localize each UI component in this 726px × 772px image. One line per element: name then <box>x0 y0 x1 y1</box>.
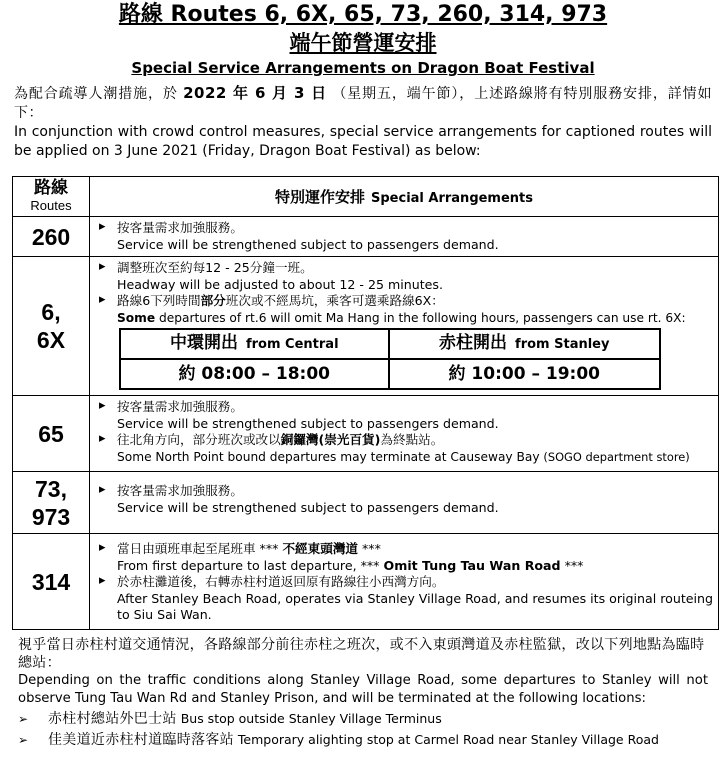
table-header-row <box>13 177 719 217</box>
arr-314-en1 <box>95 558 713 575</box>
header-routes-en: Routes <box>30 198 72 213</box>
arr-6-zh2b: 部分 <box>200 293 226 308</box>
stanley-time: 約 10:00 – 19:00 <box>389 359 660 389</box>
route-973: 973 <box>31 503 71 530</box>
arr-314-zh1a: 當日由頭班車起至尾班車 *** <box>117 541 283 556</box>
table-row <box>13 257 719 396</box>
route-314: 314 <box>13 534 90 630</box>
arr-6-en2a: Some <box>117 310 156 325</box>
page-subtitle-en: Special Service Arrangements on Dragon Boat Festival <box>131 59 595 77</box>
arr-314-zh1c: *** <box>358 541 381 556</box>
intro-en: In conjunction with crowd control measures, special service arrangements for captioned routes will be applied on 3 June 2021 (Friday, Dragon Boat Festival) as below: <box>14 124 712 159</box>
list-item <box>18 710 708 729</box>
intro-zh-date: 2022 年 6 月 3 日 <box>183 84 327 102</box>
footer-zh: 視乎當日赤柱村道交通情況，各路線部分前往赤柱之班次，或不入東頭灣道及赤柱監獄，改以下列地點為臨時總站： <box>18 637 705 671</box>
arrangement-314 <box>90 534 719 630</box>
arr-6-en2b: departures of rt.6 will omit Ma Hang in the following hours, passengers can use rt. 6X: <box>155 310 686 325</box>
arr-314-zh1b: 不經東頭灣道 <box>282 541 358 556</box>
arr-6-en2 <box>95 310 713 327</box>
intro-zh <box>14 84 712 123</box>
route-260: 260 <box>13 217 90 257</box>
arr-314-en2: After Stanley Beach Road, operates via Stanley Village Road, and resumes its original routeing to Siu Sai Wan. <box>117 590 714 622</box>
arr-73-zh: ▸ 按客量需求加強服務。 <box>95 483 713 500</box>
route-65: 65 <box>13 396 90 472</box>
arr-314-en1a: From first departure to last departure, *** <box>117 557 384 573</box>
arr-65-zh2 <box>95 432 713 449</box>
intro-zh-prefix: 為配合疏導人潮措施，於 <box>14 86 178 102</box>
central-zh: 中環開出 <box>169 332 238 353</box>
central-en: from Central <box>245 336 339 352</box>
stanley-en: from Stanley <box>515 336 610 352</box>
central-header <box>120 329 389 359</box>
route-73: 73, <box>35 475 67 502</box>
table-row <box>13 396 719 472</box>
stanley-zh: 赤柱開出 <box>439 332 508 353</box>
loc2-zh: 佳美道近赤柱村道臨時落客站 <box>48 732 234 748</box>
stanley-header <box>389 329 660 359</box>
arrow-icon: ➢ <box>18 712 29 726</box>
route-73-973 <box>13 472 90 534</box>
arr-65-en2 <box>95 449 713 466</box>
arr-65-en2a: Some North Point bound departures may terminate at Causeway Bay <box>117 449 544 464</box>
footer <box>18 636 708 750</box>
arr-260-zh: ▸ 按客量需求加強服務。 <box>95 220 713 237</box>
arrangement-73 <box>90 472 719 534</box>
header-routes <box>13 177 90 217</box>
arr-65-en2b: (SOGO department store) <box>543 449 690 464</box>
list-item <box>18 731 708 750</box>
loc2-en: Temporary alighting stop at Carmel Road near Stanley Village Road <box>237 732 659 747</box>
route-6: 6, <box>41 299 61 325</box>
table-row <box>13 472 719 534</box>
time-table <box>119 328 661 390</box>
arrangement-260 <box>90 217 719 257</box>
arrow-icon: ➢ <box>18 733 29 747</box>
route-6x: 6X <box>36 327 66 353</box>
arr-314-en1b: Omit Tung Tau Wan Road <box>383 557 561 573</box>
arr-6-en1: Headway will be adjusted to about 12 - 25 minutes. <box>117 276 443 292</box>
table-row <box>13 534 719 630</box>
arrangement-6 <box>90 257 719 396</box>
header-arrangements-en: Special Arrangements <box>371 191 534 206</box>
footer-en: Depending on the traffic conditions along Stanley Village Road, some departures to Stanley will not observe Tung Tau Wan Rd and Stanley Prison, and will be terminated at the following locations: <box>18 673 708 706</box>
arr-65-en1: Service will be strengthened subject to passengers demand. <box>117 415 499 431</box>
arr-6-zh1: ▸ 調整班次至約每12 - 25分鐘一班。 <box>95 260 713 277</box>
arr-65-zh1: ▸ 按客量需求加強服務。 <box>95 399 713 416</box>
header-arrangements-zh: 特別運作安排 <box>274 188 365 206</box>
loc1-en: Bus stop outside Stanley Village Terminus <box>180 711 442 726</box>
arr-73-en: Service will be strengthened subject to passengers demand. <box>117 499 499 515</box>
arr-314-en1c: *** <box>560 557 584 573</box>
arr-65-zh2a: 往北角方向，部分班次或改以 <box>117 432 281 447</box>
page-subtitle-zh: 端午節營運安排 <box>289 31 437 55</box>
intro-zh-suffix: （星期五，端午節），上述路線將有特別服務安排，詳情如下： <box>14 86 713 121</box>
arr-6-zh2 <box>95 293 713 310</box>
arr-65-zh2c: 為終點站。 <box>380 432 444 447</box>
header-routes-zh: 路線 <box>34 178 68 197</box>
loc1-zh: 赤柱村總站外巴士站 <box>48 711 177 727</box>
table-row <box>13 217 719 257</box>
arr-260-en: Service will be strengthened subject to passengers demand. <box>117 236 499 252</box>
page-title: 路線 Routes 6, 6X, 65, 73, 260, 314, 973 <box>118 2 608 27</box>
intro <box>14 84 712 161</box>
header-arrangements <box>90 177 719 217</box>
arr-65-zh2b: 銅鑼灣(崇光百貨) <box>280 432 381 447</box>
arr-6-zh2a: 路線6下列時間 <box>117 293 201 308</box>
arr-314-zh2: ▸ 於赤柱灘道後，右轉赤柱村道返回原有路線往小西灣方向。 <box>95 574 713 591</box>
central-time: 約 08:00 – 18:00 <box>120 359 389 389</box>
arrangements-table <box>12 176 719 630</box>
route-6-6x <box>13 257 90 396</box>
arr-314-zh1 <box>95 541 713 558</box>
arrangement-65 <box>90 396 719 472</box>
arr-6-zh2c: 班次或不經馬坑，乘客可選乘路線6X： <box>225 293 444 308</box>
